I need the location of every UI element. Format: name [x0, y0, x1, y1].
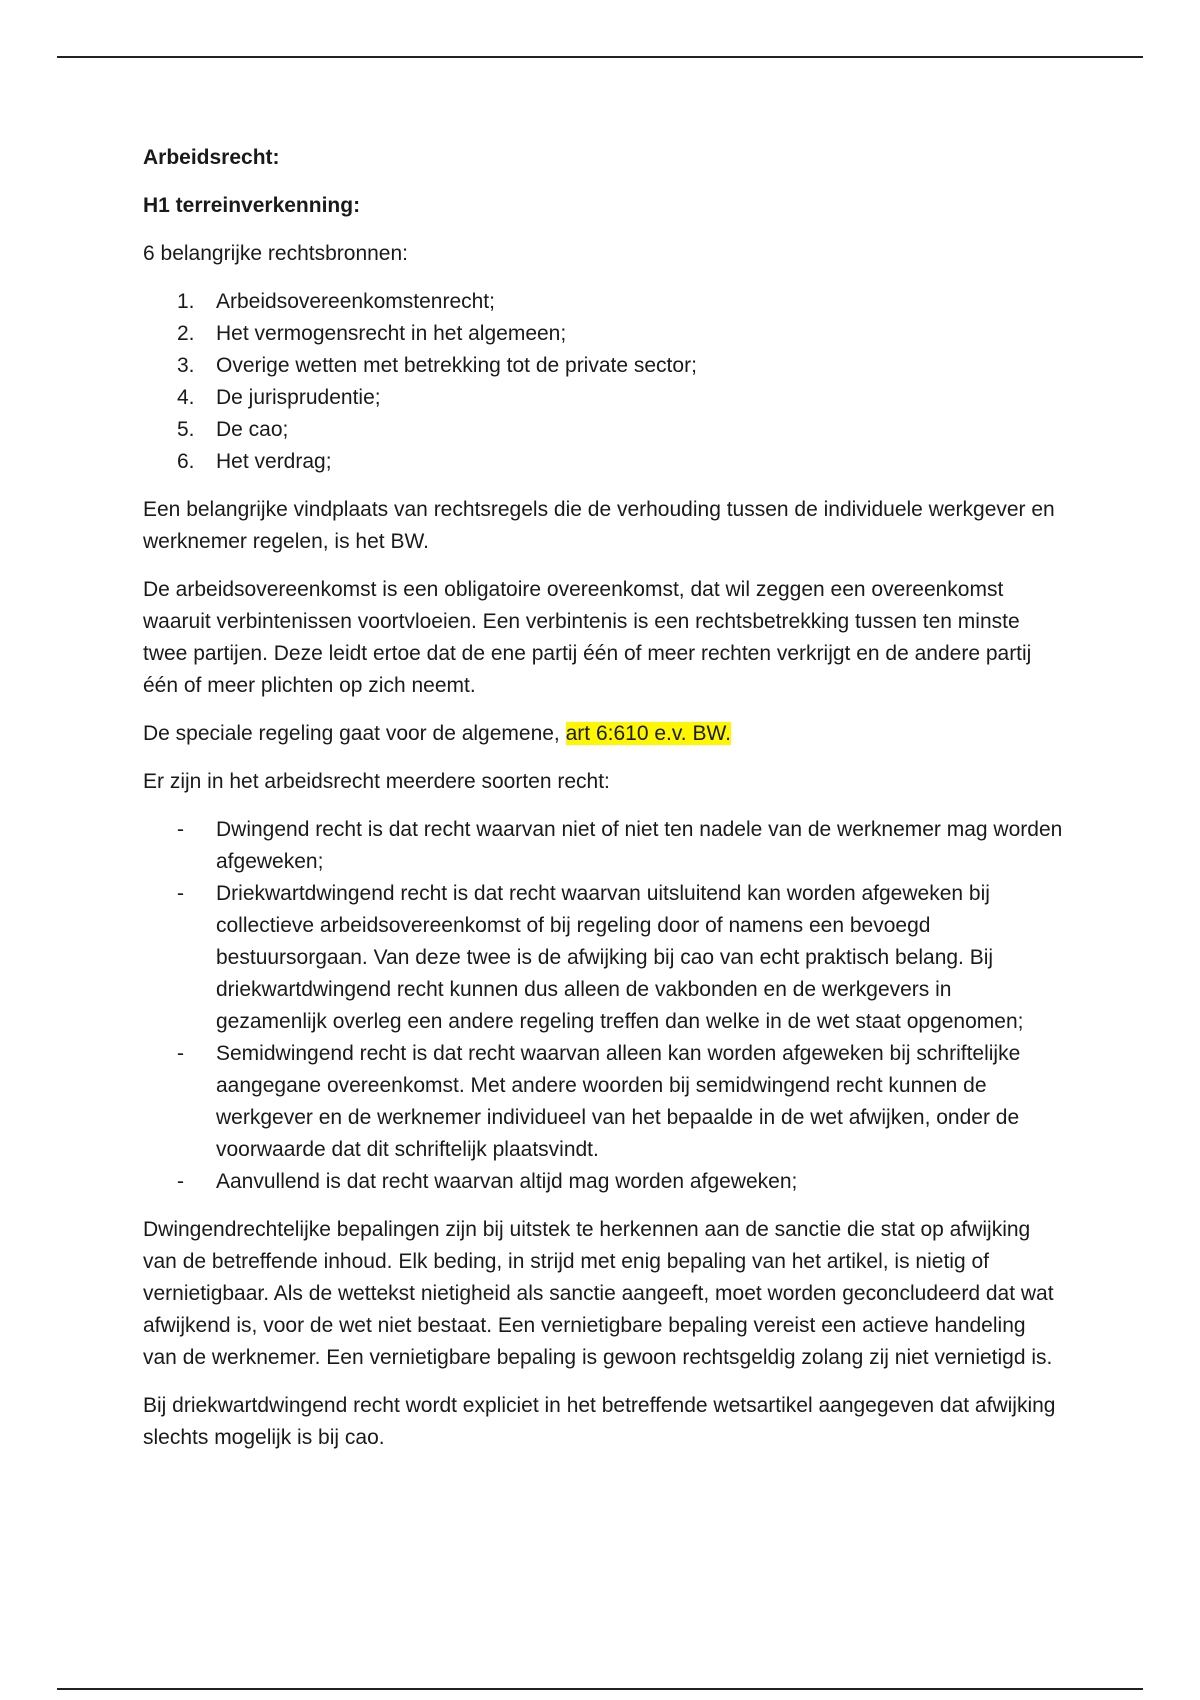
list-item-text: Overige wetten met betrekking tot de private sector; — [216, 354, 697, 377]
list-item-text: Het verdrag; — [216, 450, 332, 473]
special-rule-text: De speciale regeling gaat voor de algemene, — [143, 722, 566, 745]
list-item — [143, 382, 1063, 414]
paragraph-driekwart: Bij driekwartdwingend recht wordt expliciet in het betreffende wetsartikel aangegeven dat afwijking slechts mogelijk is bij cao. — [143, 1394, 1056, 1449]
list-bullet: - — [177, 818, 184, 841]
list-number: 5. — [177, 418, 195, 441]
header-rule — [57, 56, 1143, 58]
list-item — [143, 286, 1063, 318]
list-number: 2. — [177, 322, 195, 345]
highlighted-article-reference: art 6:610 e.v. BW. — [565, 722, 731, 745]
list-number: 4. — [177, 386, 195, 409]
list-item-text: Aanvullend is dat recht waarvan altijd mag worden afgeweken; — [216, 1170, 798, 1193]
list-bullet: - — [177, 882, 184, 905]
list-number: 6. — [177, 450, 195, 473]
list-item — [143, 318, 1063, 350]
document-title: Arbeidsrecht: — [143, 146, 280, 169]
types-intro: Er zijn in het arbeidsrecht meerdere soorten recht: — [143, 770, 610, 793]
list-item-text: De cao; — [216, 418, 289, 441]
sources-intro: 6 belangrijke rechtsbronnen: — [143, 242, 409, 265]
paragraph-obligatoir: De arbeidsovereenkomst is een obligatoire overeenkomst, dat wil zeggen een overeenkomst waaruit verbintenissen voortvloeien. Een verbintenis is een rechtsbetrekking tussen ten minste twee partijen. Deze leidt ertoe dat de ene partij één of meer rechten verkrijgt en de andere partij één of meer plichten op zich neemt. — [143, 578, 1032, 697]
list-item-text: Driekwartdwingend recht is dat recht waarvan uitsluitend kan worden afgeweken bij collectieve arbeidsovereenkomst of bij regeling door of namens een bevoegd bestuursorgaan. Van deze twee is de afwijking bij cao van echt praktisch belang. Bij driekwartdwingend recht kunnen dus alleen de vakbonden en de werkgevers in gezamenlijk overleg een andere regeling treffen dan welke in de wet staat opgenomen; — [216, 882, 1024, 1033]
paragraph-special-rule — [143, 718, 1063, 750]
list-number: 1. — [177, 290, 195, 313]
list-bullet: - — [177, 1042, 184, 1065]
document-body — [143, 142, 1063, 1470]
list-item-text: Arbeidsovereenkomstenrecht; — [216, 290, 495, 313]
list-item — [143, 414, 1063, 446]
paragraph-sanctie: Dwingendrechtelijke bepalingen zijn bij uitstek te herkennen aan de sanctie die stat op afwijking van de betreffende inhoud. Elk beding, in strijd met enig bepaling van het artikel, is nietig of vernietigbaar. Als de wettekst nietigheid als sanctie aangeeft, moet worden geconcludeerd dat wat afwijkend is, voor de wet niet bestaat. Een vernietigbare bepaling vereist een actieve handeling van de werknemer. Een vernietigbare bepaling is gewoon rechtsgeldig zolang zij niet vernietigd is. — [143, 1218, 1054, 1369]
list-number: 3. — [177, 354, 195, 377]
list-item-text: Het vermogensrecht in het algemeen; — [216, 322, 567, 345]
list-item — [143, 1038, 1063, 1166]
list-item-text: Dwingend recht is dat recht waarvan niet of niet ten nadele van de werknemer mag worden afgeweken; — [216, 818, 1063, 873]
list-item-text: Semidwingend recht is dat recht waarvan alleen kan worden afgeweken bij schriftelijke aangegane overeenkomst. Met andere woorden bij semidwingend recht kunnen de werkgever en de werknemer individueel van het bepaalde in de wet afwijken, onder de voorwaarde dat dit schriftelijk plaatsvindt. — [216, 1042, 1021, 1161]
list-item-text: De jurisprudentie; — [216, 386, 381, 409]
sources-list — [143, 286, 1063, 478]
paragraph-bw: Een belangrijke vindplaats van rechtsregels die de verhouding tussen de individuele werkgever en werknemer regelen, is het BW. — [143, 498, 1055, 553]
list-item — [143, 350, 1063, 382]
list-bullet: - — [177, 1170, 184, 1193]
law-types-list — [143, 814, 1063, 1198]
footer-rule — [57, 1688, 1143, 1690]
chapter-heading: H1 terreinverkenning: — [143, 194, 361, 217]
list-item — [143, 1166, 1063, 1198]
list-item — [143, 878, 1063, 1038]
list-item — [143, 814, 1063, 878]
list-item — [143, 446, 1063, 478]
